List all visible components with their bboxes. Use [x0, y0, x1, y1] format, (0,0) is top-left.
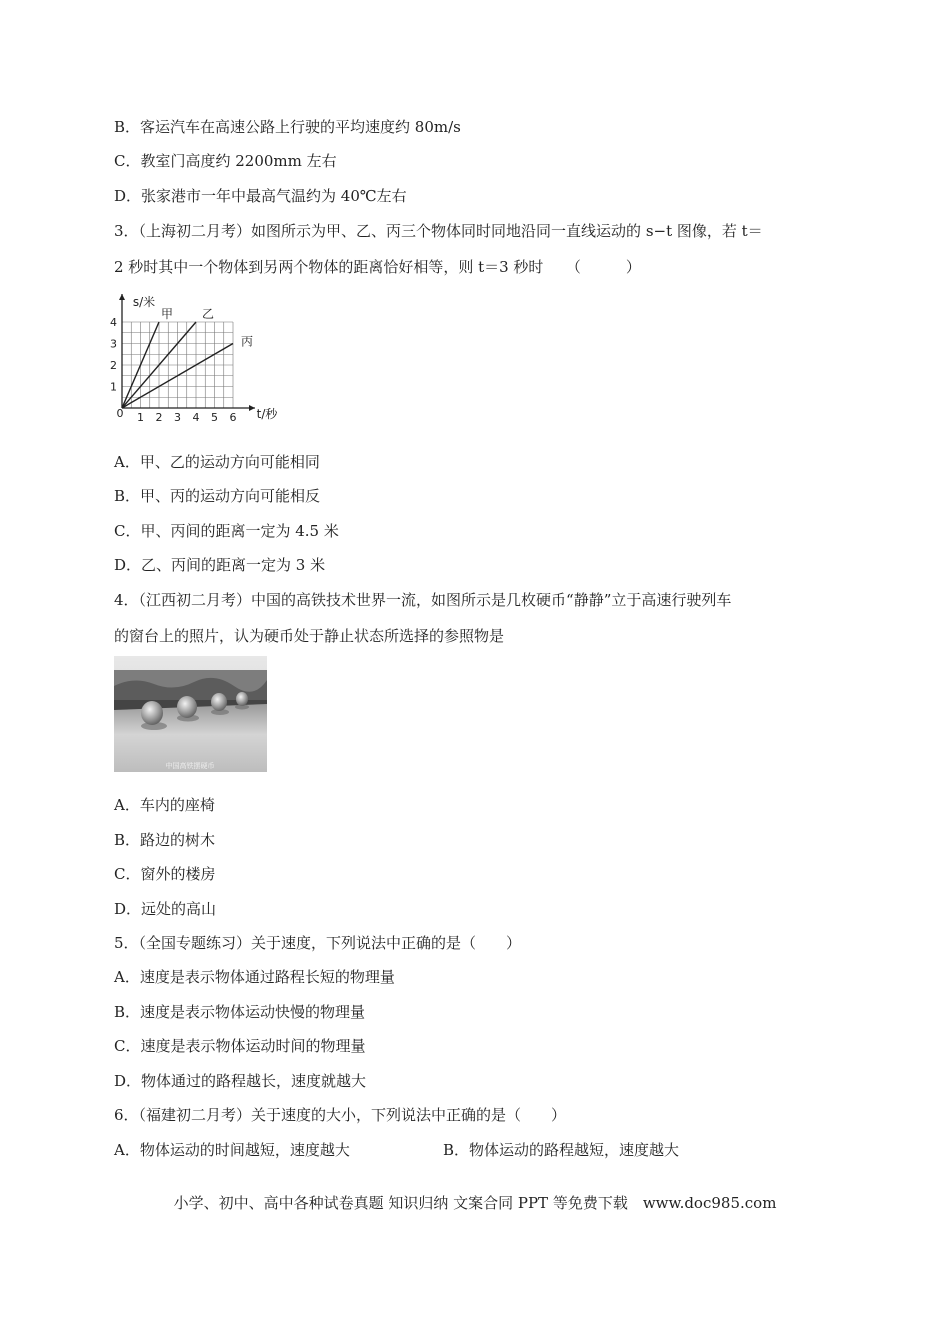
q2-option-c: C．教室门高度约 2200mm 左右	[114, 152, 337, 170]
q6-option-b: B．物体运动的路程越短，速度越大	[443, 1141, 680, 1159]
st-graph	[112, 286, 282, 426]
q2-option-d: D．张家港市一年中最高气温约为 40℃左右	[114, 187, 407, 205]
series-label-1: 甲	[160, 307, 174, 321]
q3-stem-line2: 2 秒时其中一个物体到另两个物体的距离恰好相等，则 t＝3 秒时 （ ）	[114, 258, 641, 276]
graph-labels	[110, 294, 278, 424]
q6-option-a: A．物体运动的时间越短，速度越大	[114, 1141, 350, 1159]
page-footer: 小学、初中、高中各种试卷真题 知识归纳 文案合同 PPT 等免费下载 www.doc985.com	[173, 1194, 777, 1212]
q5-option-b: B．速度是表示物体运动快慢的物理量	[114, 1003, 366, 1021]
q6-stem: 6．（福建初二月考）关于速度的大小，下列说法中正确的是（ ）	[114, 1106, 567, 1124]
q3-option-a: A．甲、乙的运动方向可能相同	[114, 453, 320, 471]
q3-stem-line1: 3．（上海初二月考）如图所示为甲、乙、丙三个物体同时同地沿同一直线运动的 s−t 图像，若 t＝	[114, 222, 763, 240]
y-tick-label: 1	[110, 380, 117, 394]
q5-stem: 5．（全国专题练习）关于速度，下列说法中正确的是（ ）	[114, 934, 522, 952]
q3-option-c: C．甲、丙间的距离一定为 4.5 米	[114, 522, 339, 540]
series-label-3: 丙	[240, 334, 254, 349]
photo-watermark: 中国高铁摆硬币	[165, 762, 215, 770]
q4-option-d: D．远处的高山	[114, 900, 217, 918]
coin-4	[236, 692, 248, 706]
coin-2	[177, 696, 197, 718]
x-tick-label: 6	[229, 411, 237, 424]
x-tick-label: 5	[211, 411, 218, 424]
q5-option-a: A．速度是表示物体通过路程长短的物理量	[114, 968, 395, 986]
x-axis-label: t/秒	[256, 407, 278, 421]
x-tick-label: 2	[155, 411, 163, 424]
y-tick-label: 3	[110, 337, 117, 351]
x-axis-arrow	[249, 405, 255, 411]
y-tick-label: 2	[110, 359, 117, 372]
q4-option-a: A．车内的座椅	[114, 796, 215, 814]
x-tick-label: 3	[174, 411, 181, 424]
q4-stem-line2: 的窗台上的照片，认为硬币处于静止状态所选择的参照物是	[114, 627, 505, 645]
y-axis-arrow	[119, 294, 125, 300]
q5-option-d: D．物体通过的路程越长，速度就越大	[114, 1072, 367, 1090]
y-axis-label: s/米	[132, 295, 156, 309]
y-tick-label: 4	[110, 316, 117, 329]
q4-stem-line1: 4．（江西初二月考）中国的高铁技术世界一流，如图所示是几枚硬币“静静”立于高速行驶列车	[114, 591, 732, 609]
coin-3	[211, 693, 227, 711]
q3-option-d: D．乙、丙间的距离一定为 3 米	[114, 556, 326, 574]
origin-label: 0	[116, 407, 124, 420]
q4-option-b: B．路边的树木	[114, 831, 216, 849]
q4-option-c: C．窗外的楼房	[114, 865, 216, 883]
q5-option-c: C．速度是表示物体运动时间的物理量	[114, 1037, 366, 1055]
coin-1	[141, 701, 163, 725]
q3-option-b: B．甲、丙的运动方向可能相反	[114, 487, 321, 505]
graph-grid	[122, 322, 233, 408]
coins-on-train-photo	[114, 656, 267, 772]
x-tick-label: 1	[137, 411, 144, 424]
q2-option-b: B．客运汽车在高速公路上行驶的平均速度约 80m/s	[114, 118, 461, 136]
series-label-2: 乙	[201, 307, 215, 321]
x-tick-label: 4	[192, 411, 200, 424]
photo-illustration	[114, 656, 267, 772]
